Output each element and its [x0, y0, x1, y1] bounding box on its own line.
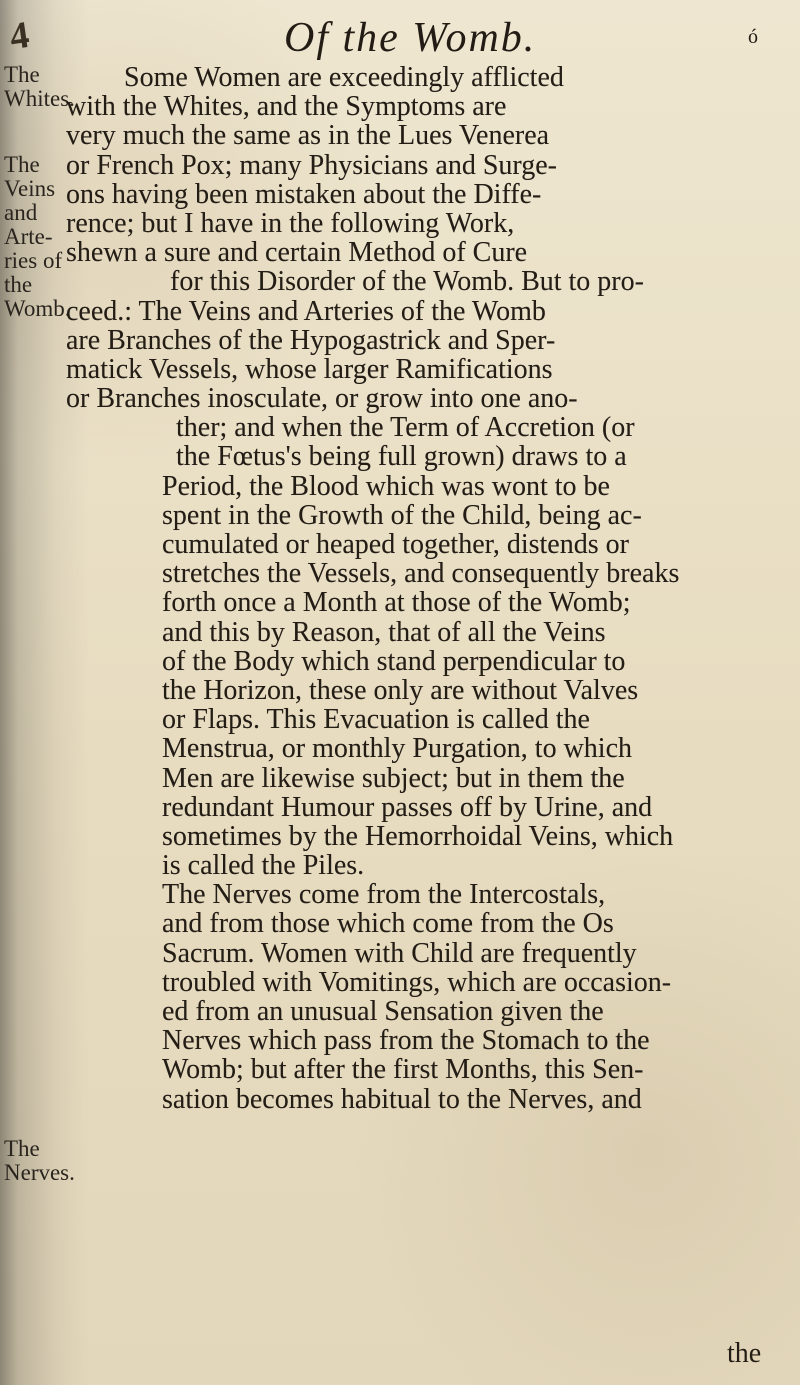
text-line: Menstrua, or monthly Purgation, to which: [162, 733, 632, 765]
text-line: cumulated or heaped together, distends or: [162, 529, 629, 560]
text-line: shewn a sure and certain Method of Cure: [66, 237, 528, 269]
text-line: Men are likewise subject; but in them the: [162, 762, 625, 794]
text-line: and from those which come from the Os: [162, 908, 614, 940]
text-line: the Horizon, these only are without Valves: [162, 674, 639, 706]
text-line: and this by Reason, that of all the Veins: [162, 616, 606, 648]
page-number: 4: [7, 13, 32, 59]
margin-note-veins: The Veins and Arte- ries of the Womb.: [4, 152, 71, 321]
text-line: with the Whites, and the Symptoms are: [66, 91, 507, 123]
text-line: Sacrum. Women with Child are frequently: [162, 937, 637, 969]
text-line: Some Women are exceedingly afflicted: [124, 62, 564, 93]
text-line: sometimes by the Hemorrhoidal Veins, which: [162, 820, 674, 852]
margin-note-nerves: The Nerves.: [4, 1136, 75, 1185]
text-line: spent in the Growth of the Child, being ac-: [162, 499, 642, 531]
catchword: the: [727, 1338, 762, 1369]
text-line: The Nerves come from the Intercostals,: [162, 879, 606, 911]
text-line: or Branches inosculate, or grow into one ano-: [66, 383, 578, 415]
text-line: ed from an unusual Sensation given the: [162, 996, 604, 1027]
text-line: is called the Piles.: [162, 850, 365, 882]
text-line: Nerves which pass from the Stomach to the: [162, 1025, 650, 1057]
text-line: or Flaps. This Evacuation is called the: [162, 704, 590, 736]
text-line: redundant Humour passes off by Urine, and: [162, 791, 653, 823]
text-line: Period, the Blood which was wont to be: [162, 470, 610, 502]
text-line: ther; and when the Term of Accretion (or: [176, 412, 635, 444]
page-header: [0, 8, 800, 68]
body-text: [66, 63, 796, 1313]
running-head: [284, 14, 536, 62]
text-line: the Fœtus's being full grown) draws to a: [176, 441, 627, 473]
text-line: rence; but I have in the following Work,: [66, 207, 515, 239]
text-line: for this Disorder of the Womb. But to pro-: [170, 266, 644, 298]
text-line: ceed.: The Veins and Arteries of the Womb: [66, 295, 546, 327]
running-head-text: Of the Womb.: [284, 15, 537, 61]
text-line: are Branches of the Hypogastrick and Sper-: [66, 324, 556, 356]
text-line: ons having been mistaken about the Diffe-: [66, 178, 542, 210]
text-line: of the Body which stand perpendicular to: [162, 645, 626, 677]
text-line: stretches the Vessels, and consequently breaks: [162, 558, 680, 590]
header-mark: ó: [748, 26, 758, 48]
text-line: forth once a Month at those of the Womb;: [162, 587, 631, 619]
text-line: Womb; but after the first Months, this Sen-: [162, 1054, 644, 1086]
text-line: matick Vessels, whose larger Ramifications: [66, 353, 553, 385]
margin-note-whites: The Whites.: [4, 62, 75, 111]
text-line: troubled with Vomitings, which are occasion-: [162, 966, 672, 998]
text-line: or French Pox; many Physicians and Surge-: [66, 149, 557, 181]
text-line: very much the same as in the Lues Venerea: [66, 120, 550, 152]
text-line: sation becomes habitual to the Nerves, and: [162, 1083, 642, 1115]
